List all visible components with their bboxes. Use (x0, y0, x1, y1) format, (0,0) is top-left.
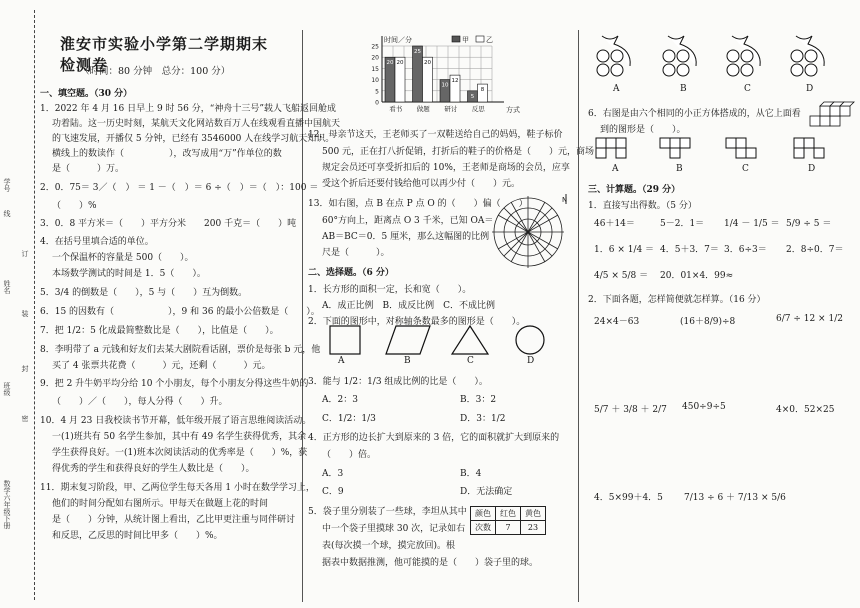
question-12: 规定会员还可享受折扣后的 10%，王老师是商场的会员，应享 (322, 163, 570, 173)
shape-label: C (467, 356, 474, 366)
choice-1: 1．长方形的面积一定，长和宽（ ）。 (308, 285, 472, 295)
bag-label: A (613, 84, 620, 94)
choice-4: 4．正方形的边长扩大到原来的 3 倍，它的面积就扩大到原来的 (308, 433, 560, 443)
question-11: 和反思，乙反思的时间比甲多（ ）%。 (52, 531, 223, 541)
shape-label: B (404, 356, 411, 366)
gutter-label: 姓名 (3, 280, 11, 294)
legend-swatch (452, 36, 460, 42)
question-13: AB＝BC＝0．5 厘米，那么这幅图的比例 (322, 232, 490, 242)
section-heading: 三、计算题。（29 分） (588, 185, 681, 195)
choice-2: 2．下面的图形中，对称轴条数最多的图形是（ ）。 (308, 317, 526, 327)
y-tick-label: 10 (371, 77, 379, 85)
calc-item: 46＋14＝ (594, 219, 635, 229)
legend-swatch (476, 36, 484, 42)
calc-item: 4．5＋3．7＝ (660, 245, 719, 255)
question-6-cube: 到的图形是（ ）。 (600, 125, 686, 135)
choice-3-c: C．1/2：1/3 (322, 414, 376, 424)
gutter-label: 线 (3, 210, 11, 217)
compass-diagram (488, 192, 572, 270)
x-tick-label: 做题 (416, 105, 430, 113)
choice-5: 5．袋子里分别装了一些球，李坦从其中 (308, 507, 467, 517)
calc-problem: 4．5×99＋4．5 (594, 493, 663, 503)
ball-icon (727, 64, 739, 76)
question-11: 是（ ）分钟，从统计图上看出，乙比甲更注重与同伴研讨 (52, 515, 296, 525)
bag-label: B (680, 84, 687, 94)
y-axis-label: 时间／分 (384, 36, 412, 44)
calc-problem: 5/7 ＋ 3/8 ＋ 2/7 (594, 405, 667, 415)
shape-label: D (527, 356, 535, 366)
calc-item: 5－2．1＝ (660, 219, 705, 229)
calc-problem: 24×4－63 (594, 317, 640, 327)
legend-label: 乙 (486, 36, 493, 44)
gutter-label: 订 (21, 250, 29, 257)
question-1: 是（ ）万。 (52, 164, 125, 174)
calc-item: 1/4 － 1/5 ＝ (724, 219, 780, 229)
question-2: 2．0．75＝ 3／（ ） ＝ 1 －（ ）＝ 6 ÷（ ）＝（ ）：100 ＝ (40, 183, 319, 193)
choice-5: 据表中数据推测，他可能摸的是（ ）袋子里的球。 (322, 558, 539, 568)
binding-gutter (0, 10, 35, 600)
question-3: 3．0．8 平方米＝（ ）平方分米 200 千克＝（ ）吨 (40, 219, 297, 229)
top-view-options (594, 136, 852, 164)
x-tick-label: 看书 (389, 105, 403, 113)
y-tick-label: 25 (371, 43, 379, 51)
view-label: B (676, 164, 683, 174)
choice-3-a: A．2：3 (322, 395, 358, 405)
y-tick-label: 20 (371, 54, 379, 62)
choice-5: 中一个袋子里摸球 30 次，记录如右 (322, 524, 466, 534)
question-6-cube: 6．右图是由六个相同的小正方体搭成的，从它上面看 (588, 109, 801, 119)
calc-item: 5/9 ÷ 5 ＝ (786, 219, 832, 229)
x-axis-label: 方式 (506, 106, 520, 114)
ball-icon (805, 50, 817, 62)
bar-value-label: 12 (451, 78, 459, 85)
table-header: 红色 (496, 507, 521, 521)
time-allocation-chart (360, 32, 520, 120)
question-4: 4．在括号里填合适的单位。 (40, 237, 154, 247)
question-2: （ ）% (52, 201, 97, 211)
gutter-label: 密 (21, 415, 29, 422)
exam-title: 淮安市实验小学第二学期期末检测卷 (60, 35, 269, 74)
calc-problem: (16＋8/9)÷8 (680, 317, 736, 327)
triangle-shape (452, 326, 488, 354)
choice-4-a: A．3 (322, 469, 344, 479)
choice-3-d: D．3：1/2 (460, 414, 506, 424)
bag-label: C (744, 84, 751, 94)
exam-subtitle: （时间：80 分钟 总分：100 分） (80, 66, 231, 77)
choice-4-d: D．无法确定 (460, 487, 513, 497)
question-10: 一(1)班共有 50 名学生参加，其中有 49 名学生获得优秀，其余 (52, 432, 307, 442)
choice-5: 表(每次摸一个球，摸完放回)。根 (322, 541, 456, 551)
view-label: D (808, 164, 816, 174)
choice-4-c: C．9 (322, 487, 344, 497)
section-heading: 二、选择题。（6 分） (308, 268, 394, 278)
question-13: 13．如右图，点 B 在点 P 点 O 的（ ）偏（ ） (308, 199, 528, 209)
question-12: 12．母亲节这天，王老师买了一双鞋送给自己的妈妈，鞋子标价 (308, 130, 563, 140)
question-12: 500 元，正在打八折促销，打折后的鞋子的价格是（ ）元，商场 (322, 147, 595, 157)
calc-instruction: 1．直接写出得数。（5 分） (588, 201, 697, 211)
calc-instruction: 2．下面各题，怎样简便就怎样算。（16 分） (588, 295, 766, 305)
table-header: 颜色 (471, 507, 496, 521)
column-divider (578, 30, 579, 602)
bar-value-label: 20 (396, 60, 404, 67)
calc-problem: 6/7 ÷ 12 × 1/2 (776, 314, 843, 324)
x-tick-label: 研讨 (444, 105, 458, 113)
ball-icon (805, 64, 817, 76)
question-10: 学生获得良好。一(1)班本次阅读活动的优秀率是（ ）%，获 (52, 448, 308, 458)
square-shape (330, 326, 360, 354)
legend-label: 甲 (462, 36, 469, 44)
ball-icon (597, 64, 609, 76)
question-9: 9．把 2 升牛奶平均分给 10 个小朋友，每个小朋友分得这些牛奶的 (40, 379, 309, 389)
circle-shape (516, 326, 544, 354)
x-tick-label: 反思 (471, 105, 485, 113)
question-4: 本场数学测试的时间是 1．5（ ）。 (52, 269, 206, 279)
table-cell: 7 (496, 521, 521, 535)
question-4: 一个保温杯的容量是 500（ ）。 (52, 253, 194, 263)
ball-icon (597, 50, 609, 62)
view-label: A (612, 164, 619, 174)
choice-4-b: B．4 (460, 469, 482, 479)
question-1: 的飞速发展，开播仅 5 分钟，已经有 3546000 人在线学习航天知识。 (52, 134, 335, 144)
y-tick-label: 5 (375, 88, 379, 96)
cube-stack-figure (806, 98, 856, 138)
calc-item: 1．6 × 1/4 ＝ (594, 245, 655, 255)
y-tick-label: 15 (371, 65, 379, 73)
ball-icon (611, 50, 623, 62)
calc-problem: 7/13 ÷ 6 ＋ 7/13 × 5/6 (684, 493, 786, 503)
calc-item: 4/5 × 5/8 ＝ (594, 271, 649, 281)
ball-bags (588, 32, 854, 86)
table-header: 黄色 (521, 507, 546, 521)
bag-label: D (806, 84, 814, 94)
ball-icon (791, 64, 803, 76)
question-12: 受这个折后还要付钱给他可以再少付（ ）元。 (322, 179, 521, 189)
bar-value-label: 25 (414, 49, 421, 55)
ball-icon (741, 50, 753, 62)
question-10: 10．4 月 23 日我校读书节开幕，低年级开展了语言思维阅读活动。 (40, 416, 312, 426)
ball-count-table (470, 506, 546, 535)
question-7: 7．把 1/2：5 化成最简整数比是（ ），比值是（ ）。 (40, 326, 279, 336)
section-heading: 一、填空题。（30 分） (40, 89, 133, 99)
gutter-label: 装 (21, 310, 29, 317)
question-8: 8．李明带了 a 元钱和好友们去某大剧院看话剧，票价是每张 b 元，他 (40, 345, 321, 355)
question-10: 得优秀的学生和获得良好的学生人数比是（ ）。 (52, 464, 255, 474)
calc-problem: 4×0．52×25 (776, 405, 835, 415)
question-9: （ ）／（ ），每人分得（ ）升。 (52, 397, 228, 407)
ball-icon (611, 64, 623, 76)
question-1: 横线上的数读作（ ），改写成用“万”作单位的数 (52, 149, 282, 159)
question-6: 6．15 的因数有（ ），9 和 36 的最小公倍数是（ ）。 (40, 307, 320, 317)
question-13: 尺是（ ）。 (322, 248, 390, 258)
bar-value-label: 10 (441, 82, 449, 89)
question-13: 60°方向上，距离点 O 3 千米，已知 OA＝ (322, 216, 494, 226)
ball-icon (677, 50, 689, 62)
calc-item: 20．01×4．99≈ (660, 271, 734, 281)
gutter-label: 班级 (3, 382, 11, 396)
question-11: 11．期末复习阶段，甲、乙两位学生每天各用 1 小时在数学学习上， (40, 483, 315, 493)
bar-value-label: 5 (470, 93, 475, 100)
bar-value-label: 20 (386, 60, 394, 67)
ball-icon (741, 64, 753, 76)
gutter-label: 数学六年级下册 (3, 480, 11, 529)
question-8: 买了 4 张票共花费（ ）元，还剩（ ）元。 (52, 361, 271, 371)
view-label: C (742, 164, 749, 174)
ball-icon (727, 50, 739, 62)
question-1: 功着陆。这一历史时刻，某航天文化网站数百万人在线观看直播中国航天 (52, 119, 341, 129)
bar-value-label: 20 (424, 60, 431, 67)
parallelogram-shape (386, 326, 430, 354)
table-cell: 23 (521, 521, 546, 535)
gutter-label: 封 (21, 365, 29, 372)
choice-4: （ ）倍。 (322, 450, 377, 460)
gutter-label: 学号 (3, 178, 11, 192)
question-1: 1．2022 年 4 月 16 日早上 9 时 56 分，“神舟十三号”载人飞船返回舱成 (40, 104, 336, 114)
question-11: 他们的时间分配如右图所示。甲每天在做题上花的时间 (52, 499, 269, 509)
calc-item: 3．6÷3＝ (724, 245, 767, 255)
shape-label: A (338, 356, 345, 366)
calc-problem: 450÷9÷5 (682, 402, 726, 412)
shape-options (320, 322, 560, 368)
y-tick-label: 0 (375, 99, 379, 107)
choice-3: 3．能与 1/2：1/3 组成比例的比是（ ）。 (308, 377, 488, 387)
ball-icon (791, 50, 803, 62)
ball-icon (677, 64, 689, 76)
bar-value-label: 8 (480, 87, 485, 94)
ball-icon (663, 50, 675, 62)
choice-1-options: A．成正比例 B．成反比例 C．不成比例 (322, 301, 496, 311)
choice-3-b: B．3：2 (460, 395, 497, 405)
table-cell: 次数 (471, 521, 496, 535)
question-5: 5．3/4 的倒数是（ ），5 与（ ）互为倒数。 (40, 288, 248, 298)
north-label: N (562, 196, 568, 204)
ball-icon (663, 64, 675, 76)
calc-item: 2．8÷0．7＝ (786, 245, 844, 255)
